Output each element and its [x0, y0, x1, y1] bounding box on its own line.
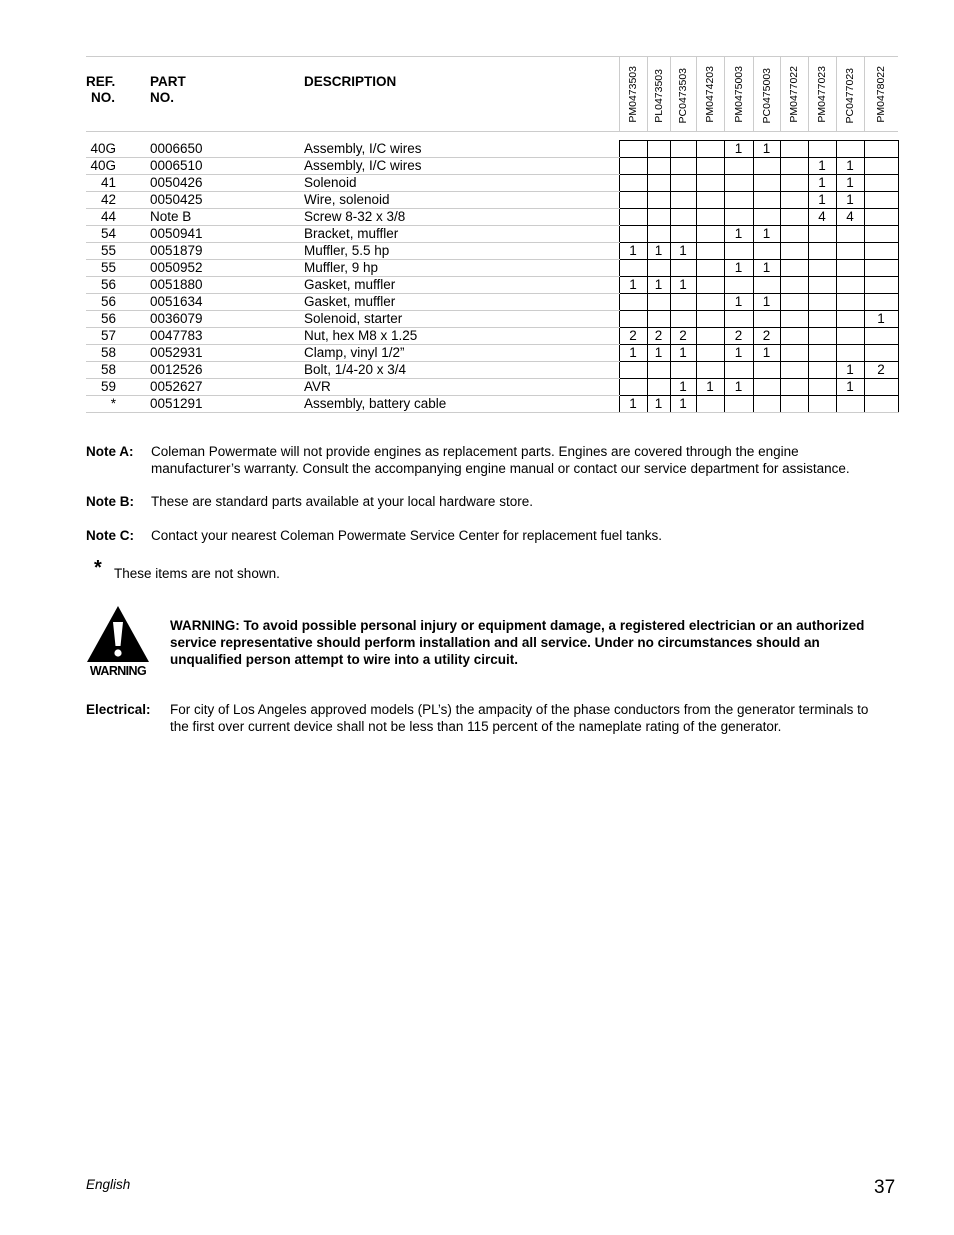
quantity-cell — [864, 175, 898, 192]
quantity-cell: 1 — [670, 277, 696, 294]
quantity-cell: 1 — [753, 294, 780, 311]
quantity-cell: 1 — [724, 260, 753, 277]
quantity-cell — [753, 158, 780, 175]
part-no-header: PART NO. — [150, 57, 304, 132]
quantity-cell — [864, 141, 898, 158]
quantity-cell — [753, 175, 780, 192]
quantity-cell — [696, 294, 724, 311]
quantity-cell — [780, 226, 808, 243]
quantity-cell — [808, 226, 836, 243]
quantity-cell: 1 — [808, 192, 836, 209]
model-header: PC0477023 — [836, 57, 864, 132]
ref-no-cell: 56 — [86, 294, 150, 311]
ref-no-cell: 55 — [86, 243, 150, 260]
ref-no-cell: 56 — [86, 277, 150, 294]
quantity-cell — [864, 192, 898, 209]
quantity-cell — [724, 311, 753, 328]
quantity-cell: 1 — [619, 277, 647, 294]
quantity-cell — [780, 175, 808, 192]
quantity-cell: 1 — [619, 345, 647, 362]
table-row — [86, 345, 898, 362]
quantity-cell — [836, 226, 864, 243]
not-shown-text: These items are not shown. — [114, 566, 280, 581]
ref-no-cell: 44 — [86, 209, 150, 226]
part-no-cell: 0036079 — [150, 311, 304, 328]
parts-table — [86, 56, 899, 413]
quantity-cell: 1 — [808, 175, 836, 192]
page-number: 37 — [874, 1177, 896, 1198]
quantity-cell — [780, 294, 808, 311]
table-row — [86, 243, 898, 260]
quantity-cell — [670, 294, 696, 311]
quantity-cell — [696, 158, 724, 175]
quantity-cell — [753, 379, 780, 396]
quantity-cell — [619, 141, 647, 158]
description-cell: Gasket, muffler — [304, 294, 619, 311]
quantity-cell — [836, 396, 864, 413]
quantity-cell: 1 — [724, 294, 753, 311]
warning-text: WARNING: To avoid possible personal injury or equipment damage, a registered electrician or an authorized service representative should perform installation and all service. Under no circumstances should an unqualified person attempt to wire into a utility circuit. — [170, 618, 865, 667]
quantity-cell — [808, 396, 836, 413]
quantity-cell — [724, 396, 753, 413]
quantity-cell — [670, 226, 696, 243]
quantity-cell — [619, 175, 647, 192]
model-header: PC0473503 — [670, 57, 696, 132]
table-row — [86, 141, 898, 158]
description-cell: Nut, hex M8 x 1.25 — [304, 328, 619, 345]
quantity-cell — [780, 328, 808, 345]
quantity-cell — [619, 158, 647, 175]
quantity-cell: 1 — [670, 345, 696, 362]
quantity-cell — [647, 209, 670, 226]
quantity-cell — [864, 345, 898, 362]
quantity-cell: 1 — [753, 141, 780, 158]
quantity-cell — [753, 311, 780, 328]
description-cell: Bolt, 1/4-20 x 3/4 — [304, 362, 619, 379]
quantity-cell — [619, 362, 647, 379]
quantity-cell: 1 — [670, 379, 696, 396]
quantity-cell — [724, 277, 753, 294]
note-b-text: These are standard parts available at your local hardware store. — [151, 494, 533, 509]
quantity-cell: 1 — [753, 260, 780, 277]
quantity-cell — [647, 192, 670, 209]
quantity-cell — [780, 192, 808, 209]
description-header: DESCRIPTION — [304, 57, 619, 132]
quantity-cell — [724, 362, 753, 379]
quantity-cell — [670, 260, 696, 277]
table-header-row — [86, 57, 898, 132]
quantity-cell: 4 — [808, 209, 836, 226]
quantity-cell — [780, 260, 808, 277]
quantity-cell: 1 — [670, 243, 696, 260]
table-row — [86, 192, 898, 209]
quantity-cell — [753, 396, 780, 413]
quantity-cell — [808, 328, 836, 345]
description-cell: Wire, solenoid — [304, 192, 619, 209]
warning-icon-label: WARNING — [89, 664, 147, 678]
quantity-cell — [696, 328, 724, 345]
part-no-cell: 0047783 — [150, 328, 304, 345]
quantity-cell — [696, 396, 724, 413]
quantity-cell — [696, 311, 724, 328]
quantity-cell — [808, 362, 836, 379]
quantity-cell — [696, 209, 724, 226]
note-c-text: Contact your nearest Coleman Powermate Service Center for replacement fuel tanks. — [151, 528, 662, 543]
quantity-cell: 1 — [864, 311, 898, 328]
quantity-cell: 1 — [647, 277, 670, 294]
table-row — [86, 396, 898, 413]
quantity-cell — [647, 379, 670, 396]
model-header: PL0473503 — [647, 57, 670, 132]
quantity-cell — [836, 328, 864, 345]
electrical-text: For city of Los Angeles approved models (PL’s) the ampacity of the phase conductors from the generator terminals to the first over current device shall not be less than 115 percent of the nameplate rating of the generator. — [170, 702, 869, 734]
quantity-cell — [836, 243, 864, 260]
quantity-cell: 2 — [619, 328, 647, 345]
quantity-cell — [696, 175, 724, 192]
description-cell: Bracket, muffler — [304, 226, 619, 243]
quantity-cell — [808, 277, 836, 294]
quantity-cell — [647, 141, 670, 158]
quantity-cell: 1 — [647, 243, 670, 260]
exclamation-dot — [114, 649, 121, 656]
quantity-cell — [808, 345, 836, 362]
quantity-cell — [670, 209, 696, 226]
quantity-cell: 1 — [724, 141, 753, 158]
description-cell: Clamp, vinyl 1/2” — [304, 345, 619, 362]
ref-no-cell: * — [86, 396, 150, 413]
part-no-cell: 0051879 — [150, 243, 304, 260]
quantity-cell: 1 — [753, 345, 780, 362]
quantity-cell — [619, 294, 647, 311]
quantity-cell — [670, 141, 696, 158]
quantity-cell — [780, 277, 808, 294]
quantity-cell — [780, 141, 808, 158]
quantity-cell — [864, 294, 898, 311]
description-cell: Gasket, muffler — [304, 277, 619, 294]
quantity-cell: 2 — [864, 362, 898, 379]
table-spacer-row — [86, 132, 898, 141]
ref-no-cell: 58 — [86, 345, 150, 362]
quantity-cell — [619, 311, 647, 328]
quantity-cell — [836, 141, 864, 158]
quantity-cell — [808, 311, 836, 328]
part-no-cell: 0006510 — [150, 158, 304, 175]
model-header: PM0473503 — [619, 57, 647, 132]
quantity-cell: 1 — [619, 396, 647, 413]
table-row — [86, 175, 898, 192]
ref-no-cell: 59 — [86, 379, 150, 396]
quantity-cell: 2 — [753, 328, 780, 345]
ref-no-cell: 41 — [86, 175, 150, 192]
description-cell: Muffler, 5.5 hp — [304, 243, 619, 260]
quantity-cell — [780, 158, 808, 175]
note-b-label: Note B: — [86, 494, 134, 509]
part-no-cell: 0050426 — [150, 175, 304, 192]
quantity-cell — [780, 345, 808, 362]
model-header: PM0478022 — [864, 57, 898, 132]
quantity-cell — [647, 158, 670, 175]
quantity-cell — [724, 209, 753, 226]
quantity-cell — [696, 362, 724, 379]
part-no-cell: 0006650 — [150, 141, 304, 158]
table-row — [86, 328, 898, 345]
quantity-cell — [836, 294, 864, 311]
quantity-cell — [808, 260, 836, 277]
model-header: PM0474203 — [696, 57, 724, 132]
quantity-cell: 2 — [670, 328, 696, 345]
quantity-cell — [696, 141, 724, 158]
quantity-cell — [780, 362, 808, 379]
note-a-label: Note A: — [86, 444, 134, 459]
ref-no-cell: 57 — [86, 328, 150, 345]
ref-no-cell: 42 — [86, 192, 150, 209]
quantity-cell: 1 — [836, 192, 864, 209]
quantity-cell — [753, 243, 780, 260]
quantity-cell — [864, 226, 898, 243]
quantity-cell — [696, 345, 724, 362]
quantity-cell — [836, 345, 864, 362]
quantity-cell: 1 — [808, 158, 836, 175]
table-row — [86, 277, 898, 294]
quantity-cell — [619, 260, 647, 277]
quantity-cell — [864, 158, 898, 175]
quantity-cell: 1 — [724, 345, 753, 362]
description-cell: AVR — [304, 379, 619, 396]
quantity-cell — [670, 158, 696, 175]
quantity-cell — [753, 277, 780, 294]
electrical-label: Electrical: — [86, 702, 151, 717]
quantity-cell: 1 — [836, 379, 864, 396]
ref-no-cell: 54 — [86, 226, 150, 243]
quantity-cell — [724, 243, 753, 260]
footer-language: English — [86, 1177, 131, 1192]
table-row — [86, 294, 898, 311]
part-no-cell: 0052931 — [150, 345, 304, 362]
quantity-cell — [780, 209, 808, 226]
table-row — [86, 209, 898, 226]
part-no-cell: Note B — [150, 209, 304, 226]
quantity-cell — [836, 277, 864, 294]
table-row — [86, 158, 898, 175]
quantity-cell — [864, 328, 898, 345]
description-cell: Assembly, I/C wires — [304, 141, 619, 158]
table-row — [86, 226, 898, 243]
asterisk-marker: * — [94, 557, 102, 579]
quantity-cell: 1 — [647, 345, 670, 362]
quantity-cell — [808, 243, 836, 260]
part-no-cell: 0052627 — [150, 379, 304, 396]
ref-no-header: REF. NO. — [86, 57, 150, 132]
quantity-cell — [864, 379, 898, 396]
quantity-cell: 1 — [836, 362, 864, 379]
ref-no-cell: 55 — [86, 260, 150, 277]
quantity-cell — [670, 192, 696, 209]
quantity-cell: 1 — [724, 379, 753, 396]
quantity-cell — [670, 175, 696, 192]
quantity-cell — [696, 226, 724, 243]
quantity-cell: 1 — [753, 226, 780, 243]
quantity-cell — [696, 243, 724, 260]
quantity-cell — [753, 209, 780, 226]
quantity-cell — [619, 209, 647, 226]
table-row — [86, 362, 898, 379]
quantity-cell — [753, 192, 780, 209]
description-cell: Solenoid, starter — [304, 311, 619, 328]
model-header: PC0475003 — [753, 57, 780, 132]
quantity-cell — [619, 379, 647, 396]
quantity-cell — [647, 226, 670, 243]
part-no-cell: 0050425 — [150, 192, 304, 209]
quantity-cell — [724, 158, 753, 175]
table-row — [86, 260, 898, 277]
quantity-cell: 1 — [647, 396, 670, 413]
quantity-cell — [619, 226, 647, 243]
quantity-cell — [780, 396, 808, 413]
description-cell: Screw 8-32 x 3/8 — [304, 209, 619, 226]
quantity-cell — [647, 311, 670, 328]
ref-no-cell: 40G — [86, 158, 150, 175]
quantity-cell — [647, 362, 670, 379]
quantity-cell — [808, 141, 836, 158]
quantity-cell: 2 — [724, 328, 753, 345]
quantity-cell — [670, 311, 696, 328]
description-cell: Solenoid — [304, 175, 619, 192]
part-no-cell: 0051880 — [150, 277, 304, 294]
description-cell: Muffler, 9 hp — [304, 260, 619, 277]
quantity-cell — [780, 243, 808, 260]
quantity-cell — [619, 192, 647, 209]
quantity-cell — [696, 277, 724, 294]
ref-no-cell: 58 — [86, 362, 150, 379]
quantity-cell — [864, 396, 898, 413]
quantity-cell: 4 — [836, 209, 864, 226]
quantity-cell — [670, 362, 696, 379]
note-a-text: Coleman Powermate will not provide engines as replacement parts. Engines are covered through the engine manufacturer’s warranty. Consult the accompanying engine manual or contact our service department for assistance. — [151, 444, 850, 476]
quantity-cell — [753, 362, 780, 379]
quantity-cell: 2 — [647, 328, 670, 345]
part-no-cell: 0051291 — [150, 396, 304, 413]
quantity-cell — [836, 260, 864, 277]
quantity-cell — [864, 260, 898, 277]
quantity-cell — [836, 311, 864, 328]
quantity-cell — [864, 209, 898, 226]
quantity-cell — [696, 260, 724, 277]
ref-no-cell: 56 — [86, 311, 150, 328]
quantity-cell: 1 — [619, 243, 647, 260]
quantity-cell: 1 — [670, 396, 696, 413]
quantity-cell — [724, 175, 753, 192]
quantity-cell — [808, 379, 836, 396]
model-header: PM0477022 — [780, 57, 808, 132]
quantity-cell — [647, 175, 670, 192]
model-header: PM0475003 — [724, 57, 753, 132]
quantity-cell: 1 — [724, 226, 753, 243]
warning-triangle-icon — [85, 604, 151, 678]
part-no-cell: 0012526 — [150, 362, 304, 379]
quantity-cell: 1 — [836, 175, 864, 192]
description-cell: Assembly, battery cable — [304, 396, 619, 413]
quantity-cell — [724, 192, 753, 209]
quantity-cell: 1 — [836, 158, 864, 175]
ref-no-cell: 40G — [86, 141, 150, 158]
description-cell: Assembly, I/C wires — [304, 158, 619, 175]
part-no-cell: 0051634 — [150, 294, 304, 311]
quantity-cell — [780, 311, 808, 328]
table-row — [86, 311, 898, 328]
quantity-cell — [864, 277, 898, 294]
quantity-cell — [647, 294, 670, 311]
quantity-cell — [808, 294, 836, 311]
part-no-cell: 0050952 — [150, 260, 304, 277]
quantity-cell — [696, 192, 724, 209]
note-c-label: Note C: — [86, 528, 134, 543]
part-no-cell: 0050941 — [150, 226, 304, 243]
model-header: PM0477023 — [808, 57, 836, 132]
quantity-cell — [647, 260, 670, 277]
quantity-cell — [864, 243, 898, 260]
table-row — [86, 379, 898, 396]
parts-table-body — [86, 132, 898, 413]
quantity-cell — [780, 379, 808, 396]
quantity-cell: 1 — [696, 379, 724, 396]
